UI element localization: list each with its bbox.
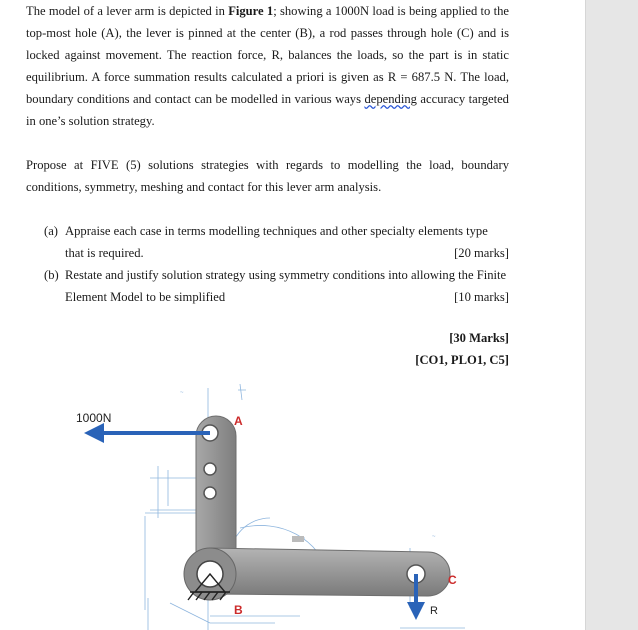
spellcheck-underlined-word[interactable]: depending — [364, 92, 417, 106]
paragraph-text: ; showing a 1000N load is being applied to the top-most hole (A), the lever is pinned at the center (B), a rod passes through hole (C) and is locked against movement. The reaction force, R, balances the loads, so the part is in static equilibrium. A force summation results calculated a priori is given as R = 687.5 N. The load, boundary conditions and contact can be modelled in various ways — [26, 4, 510, 106]
item-text: that is required. — [65, 246, 144, 260]
label-c: C — [448, 573, 457, 587]
label-a: A — [234, 414, 243, 428]
sketch-marker — [292, 536, 304, 542]
hole — [204, 463, 216, 475]
item-text: Restate and justify solution strategy using symmetry conditions into allowing the Finite — [65, 268, 507, 282]
sketch-annotation: ~ — [180, 390, 184, 396]
course-outcomes: [CO1, PLO1, C5] — [415, 353, 509, 367]
question-item-a — [44, 220, 509, 264]
page-margin-background — [585, 0, 638, 630]
task-text: Propose at FIVE (5) solutions strategies with regards to modelling the load, boundary conditions, symmetry, meshing and contact for this lever arm analysis. — [26, 158, 509, 194]
item-marks: [10 marks] — [454, 290, 509, 304]
paragraph-text: The model of a lever arm is depicted in — [26, 4, 229, 18]
item-label: (a) — [44, 224, 58, 238]
item-text: Element Model to be simplified — [65, 290, 226, 304]
item-label: (b) — [44, 268, 59, 282]
hole — [204, 487, 216, 499]
figure-reference: Figure 1 — [228, 4, 274, 18]
question-item-b — [44, 264, 509, 308]
problem-statement-paragraph — [26, 0, 509, 132]
task-paragraph — [26, 154, 509, 198]
applied-load-arrow — [84, 423, 210, 443]
label-b: B — [234, 603, 243, 617]
item-marks: [20 marks] — [454, 246, 509, 260]
total-marks: [30 Marks] — [449, 331, 509, 345]
lever-arm-figure — [60, 378, 480, 630]
paragraph-text: accuracy targeted in one’s solution strategy. — [26, 92, 509, 128]
load-label: 1000N — [76, 411, 112, 425]
sketch-annotation: ~ — [432, 534, 436, 540]
item-text: Appraise each case in terms modelling techniques and other specialty elements type — [65, 224, 488, 238]
label-r: R — [430, 605, 438, 617]
